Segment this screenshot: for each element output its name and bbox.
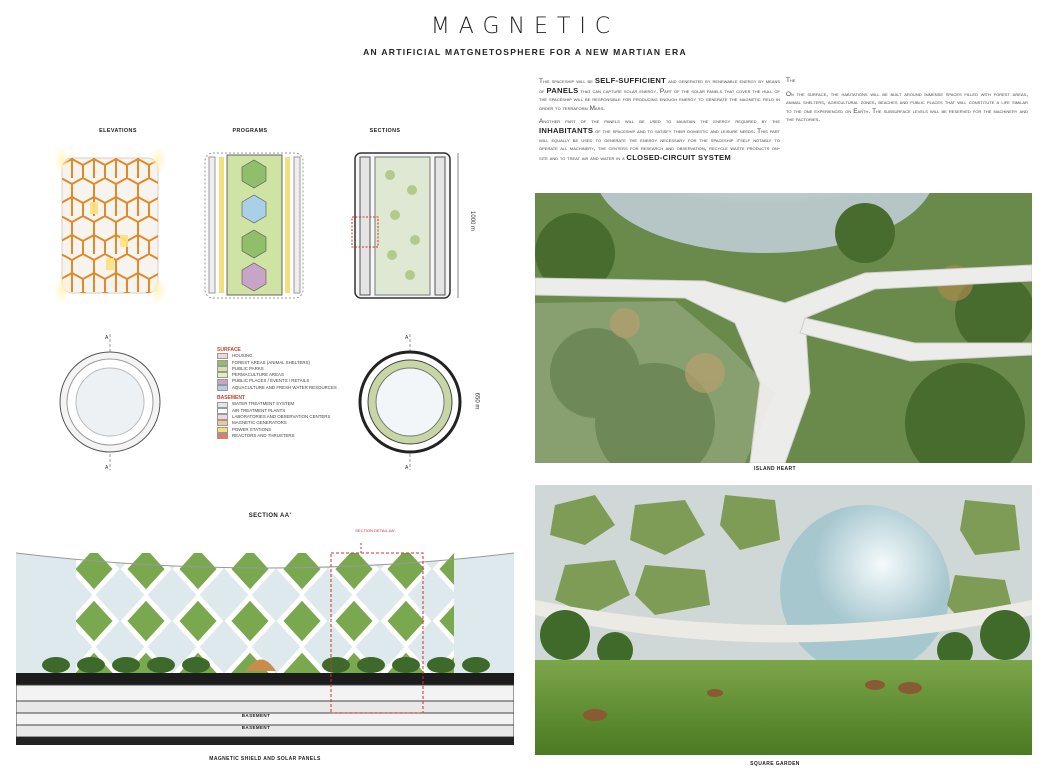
legend-surface-title: SURFACE bbox=[217, 347, 241, 353]
sections-label: SECTIONS bbox=[369, 128, 401, 134]
legend-swatch bbox=[217, 353, 228, 359]
basement-label-3: BASEMENT bbox=[241, 737, 271, 742]
basement-label-1: BASEMENT bbox=[241, 713, 271, 718]
legend-label: PERMACULTURE AREAS bbox=[232, 372, 284, 378]
island-heart-caption: ISLAND HEART bbox=[753, 466, 797, 472]
elevation-drawing bbox=[50, 140, 170, 305]
legend-label: AQUACULTURE AND FRESH WATER RESOURCES bbox=[232, 384, 337, 390]
shield-caption: MAGNETIC SHIELD AND SOLAR PANELS bbox=[209, 756, 321, 762]
elevations-label: ELEVATIONS bbox=[99, 128, 137, 134]
intro-paragraph: On the surface, the habitations will be built around immense spaces filled with forest areas, animal shelters, agricultural zones, beaches and public places that will constitute a life similar to the one experienced on Earth. The subsurface levels will be reserved for the machinery and the factories. bbox=[786, 90, 1028, 124]
legend-item bbox=[217, 385, 347, 391]
legend-swatch bbox=[217, 414, 228, 420]
section-plan bbox=[355, 332, 465, 472]
programs-label: PROGRAMS bbox=[232, 128, 268, 134]
legend-label: WATER TREATMENT SYSTEM bbox=[232, 401, 295, 407]
axis-a-bottom-left: A bbox=[105, 465, 109, 471]
legend-swatch bbox=[217, 427, 228, 433]
legend-swatch bbox=[217, 366, 228, 372]
legend-item bbox=[217, 433, 347, 439]
legend-swatch bbox=[217, 372, 228, 378]
legend-swatch bbox=[217, 408, 228, 414]
legend-swatch bbox=[217, 379, 228, 385]
legend-label: MAGNETIC GENERATORS bbox=[232, 420, 287, 426]
legend-basement-title: BASEMENT bbox=[217, 395, 246, 402]
legend-label: FOREST AREAS (ANIMAL SHELTERS) bbox=[232, 359, 310, 365]
intro-right-column bbox=[786, 77, 1028, 130]
island-heart-render bbox=[535, 193, 1032, 463]
legend bbox=[217, 345, 347, 439]
elevation-plan bbox=[55, 332, 165, 472]
legend-label: REACTORS AND THRUSTERS bbox=[232, 432, 295, 438]
legend-label: POWER STATIONS bbox=[232, 426, 272, 432]
header bbox=[0, 14, 1050, 57]
axis-a-bottom-right: A bbox=[405, 465, 409, 471]
legend-label: AIR TREATMENT PLANTS bbox=[232, 407, 286, 413]
square-garden-render bbox=[535, 485, 1032, 755]
diameter-dimension: 650 m bbox=[473, 392, 480, 410]
page-title: MAGNETIC bbox=[430, 14, 620, 39]
legend-swatch bbox=[217, 402, 228, 408]
section-aa-title: SECTION AA' bbox=[248, 513, 292, 519]
legend-swatch bbox=[217, 360, 228, 366]
page-subtitle: AN ARTIFICIAL MATGNETOSPHERE FOR A NEW MARTIAN ERA bbox=[363, 47, 687, 57]
section-aa-drawing bbox=[16, 543, 514, 753]
intro-left-column bbox=[539, 77, 780, 168]
legend-label: PUBLIC PLACES / EVENTS / RETAILS bbox=[232, 378, 310, 384]
legend-swatch bbox=[217, 420, 228, 426]
section-detail-label: SECTION DETAIL AA' bbox=[355, 528, 395, 533]
height-dimension: 1000 m bbox=[469, 210, 476, 232]
basement-label-2: BASEMENT bbox=[241, 725, 271, 730]
axis-a-top-right: A bbox=[405, 335, 409, 341]
legend-swatch bbox=[217, 433, 228, 439]
legend-label: PUBLIC PARKS bbox=[232, 365, 264, 371]
axis-a-top-left: A bbox=[105, 335, 109, 341]
intro-paragraph: Another part of the panels will be used to maintain the energy required by the INHABITANTS of the spaceship and to satisfy their domestic and leisure needs. This part will equally be used to generate the energy necessary for the spaceship itself notably to operate all machinery, the centers for research and observation, recycle waste products on-site and to treat air and water in a CLOSED-CIRCUIT SYSTEM bbox=[539, 118, 780, 162]
intro-paragraph: This spaceship will be SELF-SUFFICIENT and generated by renewable energy by means of PANELS that can capture solar energy. Part of the solar panels that cover the hull of the spaceship will be responsible for producing enough energy to generate the magnetic field in order to terraform Mars. bbox=[539, 76, 780, 112]
square-garden-caption: SQUARE GARDEN bbox=[750, 761, 800, 767]
programs-drawing bbox=[197, 145, 312, 305]
legend-label: LABORATORIES AND OBSERVATION CENTERS bbox=[232, 413, 331, 419]
intro-paragraph: The bbox=[786, 77, 796, 84]
section-drawing bbox=[330, 145, 470, 305]
legend-label: HOUSING bbox=[232, 353, 253, 359]
legend-swatch bbox=[217, 385, 228, 391]
